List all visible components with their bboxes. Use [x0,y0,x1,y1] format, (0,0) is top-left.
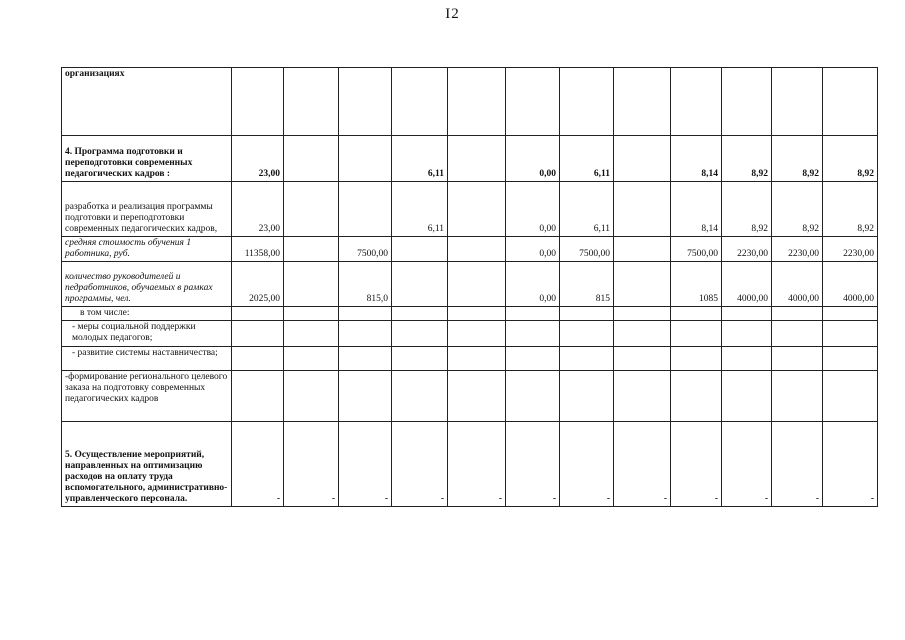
table-cell [339,347,392,371]
table-cell [339,68,392,136]
budget-table [61,67,878,507]
table-cell [823,321,878,347]
table-row [62,371,878,422]
table-cell [284,237,339,262]
table-cell [392,321,448,347]
table-cell: 0,00 [506,136,560,182]
table-cell [232,307,284,321]
table-cell [284,321,339,347]
table-cell: - [560,422,614,507]
table-cell: 4000,00 [823,262,878,307]
table-cell [823,347,878,371]
table-cell: 4000,00 [772,262,823,307]
table-cell: 0,00 [506,262,560,307]
table-cell: 0,00 [506,182,560,237]
table-cell: - [772,422,823,507]
table-cell: 8,92 [823,182,878,237]
row-label: - меры социальной поддержки молодых педагогов; [62,321,232,347]
row-label: 4. Программа подготовки и переподготовки современных педагогических кадров : [62,136,232,182]
table-row [62,136,878,182]
table-cell [339,182,392,237]
table-cell [772,307,823,321]
table-cell [823,68,878,136]
table-cell: - [232,422,284,507]
table-row [62,347,878,371]
table-cell [772,321,823,347]
table-cell [506,347,560,371]
table-cell [284,182,339,237]
table-cell [671,347,722,371]
table-cell [232,68,284,136]
table-cell: - [448,422,506,507]
row-label: 5. Осуществление мероприятий, направленных на оптимизацию расходов на оплату труда вспомогательного, административно-управленческого персонала. [62,422,232,507]
table-cell: 0,00 [506,237,560,262]
table-cell: 8,92 [823,136,878,182]
table-cell: 23,00 [232,136,284,182]
table-cell [722,307,772,321]
table-cell: 2230,00 [823,237,878,262]
table-cell: 815,0 [339,262,392,307]
table-row [62,307,878,321]
table-cell: 7500,00 [671,237,722,262]
table-cell [339,136,392,182]
table-cell [614,371,671,422]
table-cell [232,347,284,371]
table-cell [339,371,392,422]
table-cell [671,371,722,422]
table-cell: 8,92 [722,136,772,182]
table-cell [772,68,823,136]
table-cell [284,136,339,182]
row-label: - развитие системы наставничества; [62,347,232,371]
table-cell [392,347,448,371]
table-cell: 7500,00 [339,237,392,262]
table-row [62,262,878,307]
table-cell [284,68,339,136]
table-cell [614,237,671,262]
table-cell [448,321,506,347]
table-cell [506,321,560,347]
row-label: разработка и реализация программы подготовки и переподготовки современных педагогических кадров, [62,182,232,237]
table-cell [671,307,722,321]
table-cell [560,68,614,136]
table-cell: 2230,00 [772,237,823,262]
table-cell [448,347,506,371]
table-cell [448,182,506,237]
table-cell [448,68,506,136]
table-cell: - [392,422,448,507]
table-cell [392,371,448,422]
table-cell [339,307,392,321]
table-cell [614,347,671,371]
table-cell: 8,14 [671,182,722,237]
table-cell: - [339,422,392,507]
table-cell: 2230,00 [722,237,772,262]
table-row [62,68,878,136]
table-cell [448,136,506,182]
table-cell: 2025,00 [232,262,284,307]
table-cell: 23,00 [232,182,284,237]
table-cell: - [614,422,671,507]
table-cell: 11358,00 [232,237,284,262]
row-label: в том числе: [62,307,232,321]
table-cell: 1085 [671,262,722,307]
table-cell [284,347,339,371]
table-cell [671,321,722,347]
row-label: организациях [62,68,232,136]
table-cell: - [506,422,560,507]
table-cell [614,307,671,321]
table-cell: 815 [560,262,614,307]
table-cell [232,321,284,347]
table-cell [392,237,448,262]
table-cell [722,371,772,422]
table-cell [392,307,448,321]
row-label: -формирование регионального целевого заказа на подготовку современных педагогических кадров [62,371,232,422]
table-cell: 8,14 [671,136,722,182]
table-cell: 6,11 [560,182,614,237]
table-cell [232,371,284,422]
table-cell [506,307,560,321]
row-label: средняя стоимость обучения 1 работника, руб. [62,237,232,262]
table-cell [506,371,560,422]
table-cell: 4000,00 [722,262,772,307]
table-cell [284,371,339,422]
table-cell [448,237,506,262]
table-cell: 6,11 [392,136,448,182]
table-cell: - [284,422,339,507]
table-cell: 6,11 [560,136,614,182]
table-cell [823,307,878,321]
table-cell [722,347,772,371]
table-cell [448,371,506,422]
table-cell [772,371,823,422]
table-cell [392,262,448,307]
table-cell [506,68,560,136]
table-cell [614,321,671,347]
table-cell [823,371,878,422]
table-cell [339,321,392,347]
table-cell: 7500,00 [560,237,614,262]
table-cell: - [722,422,772,507]
table-cell [614,262,671,307]
table-cell: 8,92 [772,136,823,182]
row-label: количество руководителей и педработников, обучаемых в рамках программы, чел. [62,262,232,307]
table-row [62,321,878,347]
table-cell [448,307,506,321]
table-cell: 8,92 [722,182,772,237]
page-number: I2 [445,6,460,22]
table-cell [671,68,722,136]
table-row [62,422,878,507]
table-cell: 6,11 [392,182,448,237]
table-row [62,237,878,262]
table-cell [560,347,614,371]
table-cell [772,347,823,371]
table-cell [560,371,614,422]
table-cell [614,68,671,136]
table-cell [284,262,339,307]
table-cell [722,321,772,347]
table-cell: - [823,422,878,507]
table-cell [614,182,671,237]
table-cell [614,136,671,182]
table-cell: - [671,422,722,507]
table-row [62,182,878,237]
table-cell [284,307,339,321]
table-cell: 8,92 [772,182,823,237]
table-cell [448,262,506,307]
table-cell [560,307,614,321]
table-cell [560,321,614,347]
table-cell [392,68,448,136]
table-cell [722,68,772,136]
